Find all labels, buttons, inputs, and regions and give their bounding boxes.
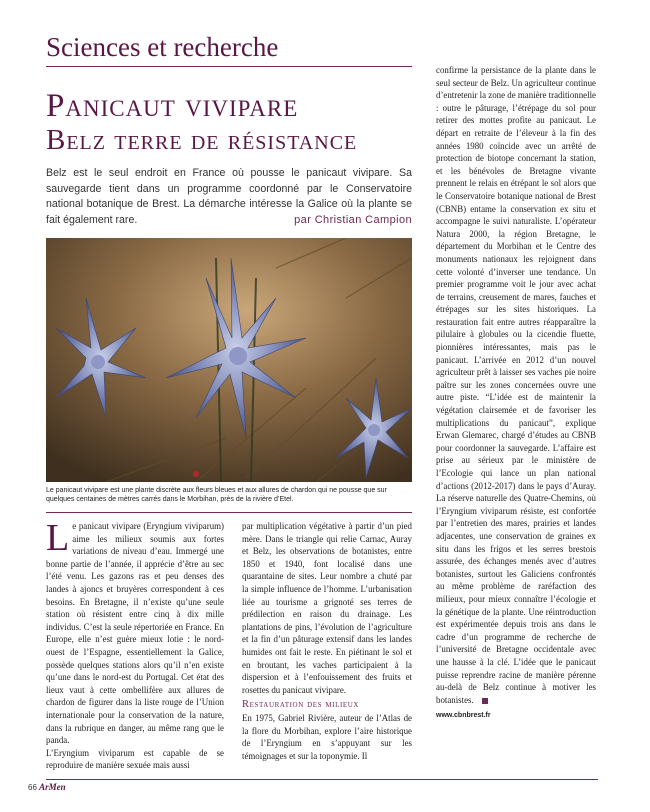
body-paragraph: En 1975, Gabriel Rivière, auteur de l’Atlas de la flore du Morbihan, explore l’aire historique de l’Eryngium en s’appuyant sur les témoignages et sur la toponymie. Il — [242, 712, 412, 761]
article-headline — [46, 88, 357, 156]
page-number: 66 — [28, 783, 37, 792]
header-rule — [46, 66, 412, 67]
body-paragraph: confirme la persistance de la plante dans le seul secteur de Belz. Un agriculteur continue d’entretenir la zone de manière traditionnelle : outre le pâturage, l’étrépage du sol pour retirer des mottes profite au panicaut. Le départ en retraite de l’éleveur à la fin des années 1980 coïncide avec un arrêté de protection de biotope concernant la station, et les bénévoles de Bretagne vivante prennent le relais en étrépant le sol alors que le Conservatoire botanique national de Brest (CBNB) entame la conservation ex situ et accompagne le suivi naturaliste. L’opérateur Natura 2000, la région Bretagne, le département du Morbihan et le Centre des monuments nationaux les rejoignent dans cette volonté d’inverser une tendance. Un premier programme voit le jour avec achat de terrains, creusement de mares, fauches et étrépages sur les sites historiques. La restauration fait entre autres réapparaître la pilulaire à globules ou la cicendie fluette, pionnières intéressantes, mais pas le panicaut. L’arrivée en 2012 d’un nouvel agriculteur prêt à laisser ses vaches pie noire paître sur les zones concernées ouvre une autre piste. “L’idée est de maintenir la végétation clairsemée et de favoriser les multiplications du panicaut”, explique Erwan Glemarec, chargé d’études au CBNB pour coordonner la sauvegarde. L’affaire est prise au sérieux par le ministère de l’Ecologie qui lance un plan national d’actions (2012-2017) dans le pays d’Auray. La réserve naturelle des Quatre-Chemins, où l’Eryngium viviparum résiste, est confortée par l’entretien des mares, prairies et landes adjacentes, une conservation de graines ex situ dans les frigos et les serres brestois assurée, des échanges menés avec d’autres botanistes, surtout les Galiciens confrontés au même problème de raréfaction des milieux, pour mieux connaître l’écologie et la génétique de la plante. Une réintroduction est expérimentée depuis trois ans dans le cadre d’un programme de recherche de l’université de Bretagne occidentale avec une hausse à la clé. L’idée que le panicaut puisse reprendre racine de manière pérenne au-delà de Belz continue à motiver les botanistes. — [436, 65, 596, 705]
website-link[interactable]: www.cbnbrest.fr — [436, 712, 491, 720]
caption-rule — [46, 512, 412, 513]
drop-cap: L — [46, 517, 70, 559]
footer-rule — [46, 779, 598, 780]
body-paragraph: e panicaut vivipare (Eryngium viviparum) aime les milieux soumis aux fortes variations de niveau d’eau. Immergé une bonne partie de l’année, il apprécie d’être au sec l’été venu. Les gazons ras et peu denses des landes à ajoncs et bruyères correspondent à ces besoins. En Bretagne, il n’existe qu’une seule station où résistent entre cinq à dix mille individus. C’est la seule répertoriée en France. En Europe, elle n’est guère mieux lotie : le nord-ouest de l’Espagne, essentiellement la Galice, possède quelques stations alors qu’il n’en existe qu’une dans le nord-est du Portugal. Cet état des lieux vaut à cette ombellifère aux allures de chardon de figurer dans la liste rouge de l’Union internationale pour la conservation de la nature, dans la rubrique en danger, au même rang que le panda. — [46, 521, 224, 746]
body-paragraph: L’Eryngium viviparum est capable de se reproduire de manière sexuée mais aussi — [46, 747, 224, 771]
photo-caption: Le panicaut vivipare est une plante discrète aux fleurs bleues et aux allures de chardon qui ne pousse que sur quelques centaines de mètres carrés dans le Morbihan, près de la rivière d’Etel. — [46, 487, 387, 503]
article-byline: par Christian Campion — [294, 214, 412, 226]
article-photo — [46, 238, 412, 482]
end-mark-icon — [482, 698, 488, 704]
article-subtitle: Belz terre de résistance — [46, 124, 358, 156]
section-title: Sciences et recherche — [46, 32, 279, 62]
magazine-logo: ArMen — [39, 782, 66, 792]
article-lead: Belz est le seul endroit en France où pousse le panicaut vivipare. Sa sauvegarde tient dans un programme coordonné par le Conservatoire national botanique de Brest. La démarche intéresse la Galice où la plante se fait également rare. — [46, 167, 412, 226]
section-subhead: Restauration des milieux — [242, 699, 360, 711]
body-column-1 — [46, 517, 224, 772]
body-paragraph: par multiplication végétative à partir d’un pied mère. Dans le triangle qui relie Carnac, Auray et Belz, les observations de botanistes, entre 1850 et 1940, font localisé dans une quarantaine de sites. Leur nombre a chuté par la simple influence de l’homme. L’urbanisation liée au tourisme a grignoté ses terres de prédilection en raison du drainage. Les plantations de pins, l’évolution de l’agriculture et la fin d’un pâturage extensif dans les landes humides ont fait le reste. En piétinant le sol et en broutant, les vaches participaient à la dispersion et à l’enfouissement des fruits et rosettes du panicaut vivipare. — [242, 521, 412, 695]
body-column-3 — [436, 64, 596, 723]
page-footer — [28, 782, 66, 792]
body-column-2 — [242, 520, 412, 762]
article-title: Panicaut vivipare — [46, 88, 299, 124]
